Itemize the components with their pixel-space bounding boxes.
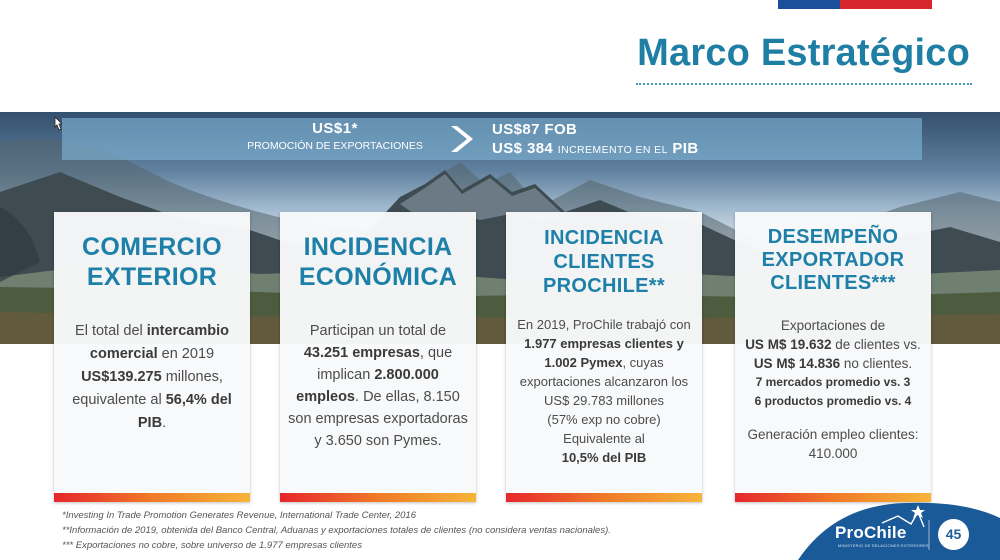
card-title-line: EXTERIOR: [86, 263, 218, 291]
card-text: Participan un total de: [309, 323, 447, 339]
banner-right-end: PIB: [672, 140, 699, 157]
card-text: no clientes.: [840, 356, 913, 371]
card-title-line: PROCHILE**: [543, 275, 665, 297]
card-text-bold: 56,4% del PIB: [137, 392, 232, 431]
banner-right-desc: INCREMENTO EN EL: [557, 144, 668, 156]
card-text: , cuyas exportaciones alcanzaron los US$ 29.783 millones: [519, 355, 689, 408]
card-text: (57% exp no cobre): [547, 412, 661, 427]
card-title-line: INCIDENCIA: [303, 233, 453, 261]
banner-right-value: US$ 384: [492, 140, 554, 157]
card-title-line: EXPORTADOR: [761, 249, 905, 271]
card-text: .: [162, 415, 167, 431]
banner-left-big: US$1*: [312, 120, 358, 137]
card-text-bold: 7 mercados promedio vs. 3: [755, 375, 911, 389]
card-title-line: DESEMPEÑO: [767, 226, 899, 248]
card-title-line: ECONÓMICA: [298, 263, 458, 291]
card-text-bold: US$139.275: [81, 369, 162, 385]
card-title-line: INCIDENCIA: [544, 227, 664, 249]
card-text: en 2019: [157, 346, 215, 362]
anniversary-badge: 45: [938, 519, 969, 550]
page-title: Marco Estratégico: [637, 32, 970, 74]
card-text-bold: 2.800.000 empleos: [296, 367, 439, 405]
card-title-line: COMERCIO: [82, 233, 222, 261]
card-text: Generación empleo clientes: 410.000: [747, 427, 919, 461]
card-text: de clientes vs.: [831, 337, 921, 352]
footnote: *Investing In Trade Promotion Generates Revenue, International Trade Center, 2016: [62, 510, 416, 521]
card-text-bold: US M$ 14.836: [753, 356, 841, 371]
card-title-line: CLIENTES***: [770, 272, 896, 294]
banner-left-small: PROMOCIÓN DE EXPORTACIONES: [247, 140, 423, 152]
card-text: millones, equivalente al: [72, 369, 223, 408]
card-text-bold: 6 productos promedio vs. 4: [754, 394, 912, 408]
card-text-bold: US M$ 19.632: [745, 337, 832, 352]
card-title-line: CLIENTES: [553, 251, 655, 273]
card-text-bold: intercambio comercial: [89, 323, 229, 362]
card-text: , que implican: [317, 345, 453, 383]
prochile-logo-subtitle: MINISTERIO DE RELACIONES EXTERIORES: [838, 543, 929, 548]
card-text: En 2019, ProChile trabajó con: [517, 317, 691, 332]
card-text-bold: 1.977 empresas clientes y 1.002 Pymex: [524, 336, 684, 370]
card-text: El total del: [75, 323, 147, 339]
card-text-bold: 10,5% del PIB: [561, 450, 647, 465]
card-text: Exportaciones de: [780, 318, 886, 333]
prochile-logo: ProChile: [835, 523, 907, 542]
footnote: **Información de 2019, obtenida del Banco Central, Aduanas y exportaciones totales de clientes (no considera ventas nacionales).: [62, 525, 611, 536]
card-text-bold: 43.251 empresas: [303, 345, 420, 361]
card-text: . De ellas, 8.150 son empresas exportadoras y 3.650 son Pymes.: [288, 389, 468, 449]
footnote: *** Exportaciones no cobre, sobre universo de 1.977 empresas clientes: [62, 540, 362, 551]
card-text: Equivalente al: [563, 431, 645, 446]
banner-right-line1: US$87 FOB: [492, 121, 578, 138]
